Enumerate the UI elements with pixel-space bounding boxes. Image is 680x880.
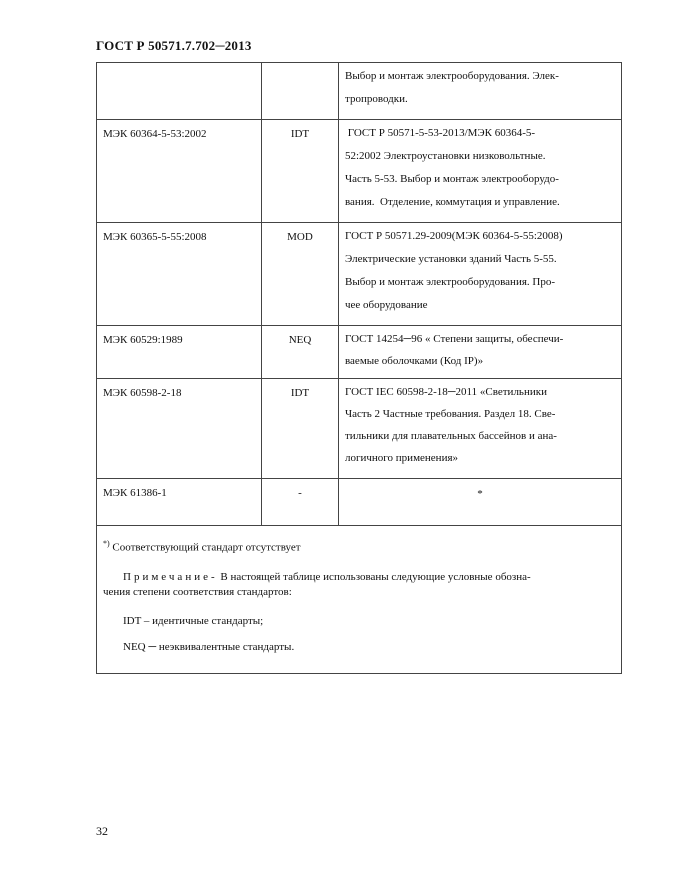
national-standard-line: чее оборудование [345, 299, 428, 311]
intl-standard-cell: МЭК 61386-1 [97, 479, 262, 526]
national-standard-line: Выбор и монтаж электрооборудования. Элек- [345, 70, 559, 82]
table-note [103, 570, 609, 600]
intl-standard-cell: МЭК 60529:1989 [97, 326, 262, 379]
national-standard-cell [339, 63, 622, 120]
note-text: В настоящей таблице использованы следующие условные обозна- [217, 570, 531, 583]
footnote-mark: *) [103, 539, 110, 548]
table-row [97, 479, 622, 526]
table-row [97, 379, 622, 479]
national-standard-line: тильники для плавательных бассейнов и ана- [345, 430, 557, 442]
table-row [97, 120, 622, 223]
national-standard-line: Часть 5-53. Выбор и монтаж электрооборудо- [345, 173, 559, 185]
table-notes-cell [97, 526, 622, 674]
correspondence-degree-cell [262, 63, 339, 120]
national-standard-line: Электрические установки зданий Часть 5-55. [345, 253, 557, 265]
abbreviation-idt: IDT – идентичные стандарты; [123, 614, 264, 627]
national-standard-line: 52:2002 Электроустановки низковольтные. [345, 150, 546, 162]
intl-standard-cell: МЭК 60365-5-55:2008 [97, 223, 262, 326]
intl-standard-cell [97, 63, 262, 120]
note-label: Примечание- [123, 570, 218, 583]
national-standard-line: ГОСТ IEC 60598-2-18─2011 «Светильники [345, 386, 547, 398]
note-text-continuation: чения степени соответствия стандартов: [103, 585, 292, 598]
national-standard-line: ГОСТ Р 50571-5-53-2013/МЭК 60364-5- [345, 127, 536, 139]
table-row [97, 63, 622, 120]
national-standard-line: Часть 2 Частные требования. Раздел 18. Све- [345, 408, 556, 420]
national-standard-cell [339, 223, 622, 326]
footnote [103, 536, 609, 556]
intl-standard-cell: МЭК 60364-5-53:2002 [97, 120, 262, 223]
document-header: ГОСТ Р 50571.7.702─2013 [96, 38, 252, 53]
national-standard-line: вания. Отделение, коммутация и управление. [345, 196, 560, 208]
national-standard-line: логичного применения» [345, 452, 459, 464]
national-standard-cell [339, 479, 622, 526]
correspondence-degree-cell: IDT [262, 120, 339, 223]
national-standard-line: ГОСТ Р 50571.29-2009(МЭК 60364-5-55:2008) [345, 230, 563, 242]
intl-standard-cell: МЭК 60598-2-18 [97, 379, 262, 479]
table-row [97, 326, 622, 379]
notes-row [97, 526, 622, 674]
correspondence-degree-cell: MOD [262, 223, 339, 326]
national-standard-line: тропроводки. [345, 93, 408, 105]
national-standard-line: * [477, 488, 483, 500]
national-standard-cell [339, 120, 622, 223]
national-standard-cell [339, 379, 622, 479]
table-row [97, 223, 622, 326]
correspondence-degree-cell: NEQ [262, 326, 339, 379]
page-number: 32 [96, 824, 108, 838]
standards-correspondence-table [96, 62, 622, 674]
correspondence-degree-cell: - [262, 479, 339, 526]
national-standard-line: Выбор и монтаж электрооборудования. Про- [345, 276, 555, 288]
national-standard-line: ГОСТ 14254─96 « Степени защиты, обеспечи- [345, 333, 564, 345]
national-standard-line: ваемые оболочками (Код IP)» [345, 355, 484, 367]
correspondence-degree-cell: IDT [262, 379, 339, 479]
national-standard-cell [339, 326, 622, 379]
abbreviation-neq: NEQ ─ неэквивалентные стандарты. [123, 640, 295, 653]
footnote-text: Соответствующий стандарт отсутствует [109, 541, 301, 554]
